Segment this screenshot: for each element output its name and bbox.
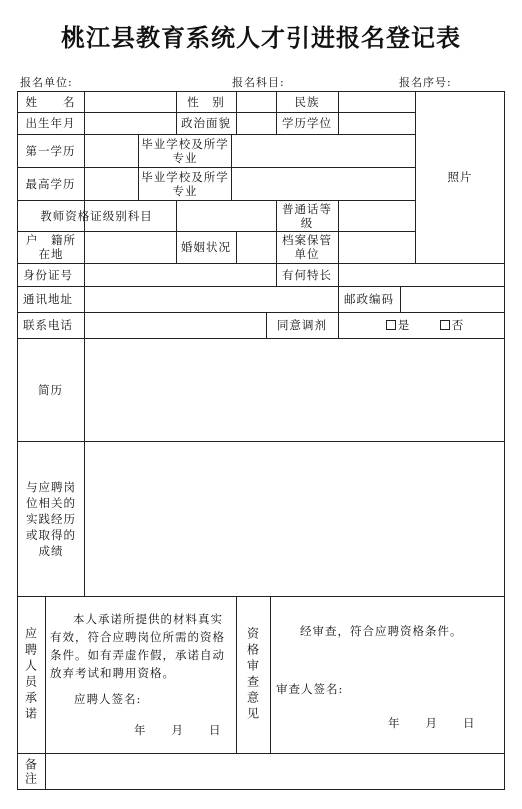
reviewer-sign: 审查人签名:: [276, 682, 344, 696]
commit-text: 本人承诺所提供的材料真实有效，符合应聘岗位所需的资格条件。如有弄虚作假，承诺自动放弃考试和聘用资格。: [50, 612, 225, 680]
header-serial: 报名序号:: [399, 76, 452, 89]
label-id: 身份证号: [23, 267, 73, 282]
label-teacher-cert: 教师资格证级别科目: [40, 208, 153, 223]
label-remark: 备注: [23, 757, 38, 786]
checkbox-no[interactable]: [440, 320, 450, 330]
label-review: 资格审查意见: [245, 626, 260, 723]
label-ethnicity: 民族: [294, 94, 320, 109]
header-unit: 报名单位:: [20, 76, 73, 89]
label-experience: 与应聘岗位相关的实践经历或取得的成绩: [26, 479, 76, 558]
label-address: 通讯地址: [23, 292, 73, 306]
label-gender: 性 别: [187, 94, 225, 109]
option-no-label: 否: [451, 318, 465, 332]
label-mandarin: 普通话等级: [282, 201, 332, 230]
applicant-date: 年 月 日: [134, 723, 222, 737]
label-political: 政治面貌: [181, 116, 231, 130]
label-first-school: 毕业学校及所学专业: [141, 136, 229, 165]
applicant-sign: 应聘人签名:: [74, 692, 142, 706]
label-archive: 档案保管单位: [282, 233, 332, 261]
label-first-edu: 第一学历: [25, 143, 76, 158]
label-marriage: 婚姻状况: [181, 240, 231, 254]
review-text: 经审查，符合应聘资格条件。: [300, 624, 463, 638]
label-top-edu: 最高学历: [25, 176, 76, 191]
label-applicant-commit: 应聘人员承诺: [23, 626, 38, 723]
review-date: 年 月 日: [388, 716, 476, 730]
option-no[interactable]: [434, 312, 470, 338]
label-photo: 照片: [447, 170, 473, 184]
label-birth: 出生年月: [25, 116, 76, 130]
label-adjust: 同意调剂: [277, 318, 327, 332]
header-subject: 报名科目:: [232, 76, 285, 89]
form-title: 桃江县教育系统人才引进报名登记表: [61, 23, 461, 52]
option-yes[interactable]: [380, 312, 416, 338]
label-degree: 学历学位: [282, 116, 332, 130]
label-name: 姓 名: [25, 94, 76, 109]
label-phone: 联系电话: [23, 318, 73, 332]
label-specialty: 有何特长: [282, 267, 332, 282]
label-top-school: 毕业学校及所学专业: [141, 169, 229, 198]
option-yes-label: 是: [397, 318, 411, 332]
label-resume: 简历: [38, 382, 63, 397]
checkbox-yes[interactable]: [386, 320, 396, 330]
label-hukou: 户 籍所在地: [26, 233, 76, 261]
label-postcode: 邮政编码: [344, 292, 394, 306]
